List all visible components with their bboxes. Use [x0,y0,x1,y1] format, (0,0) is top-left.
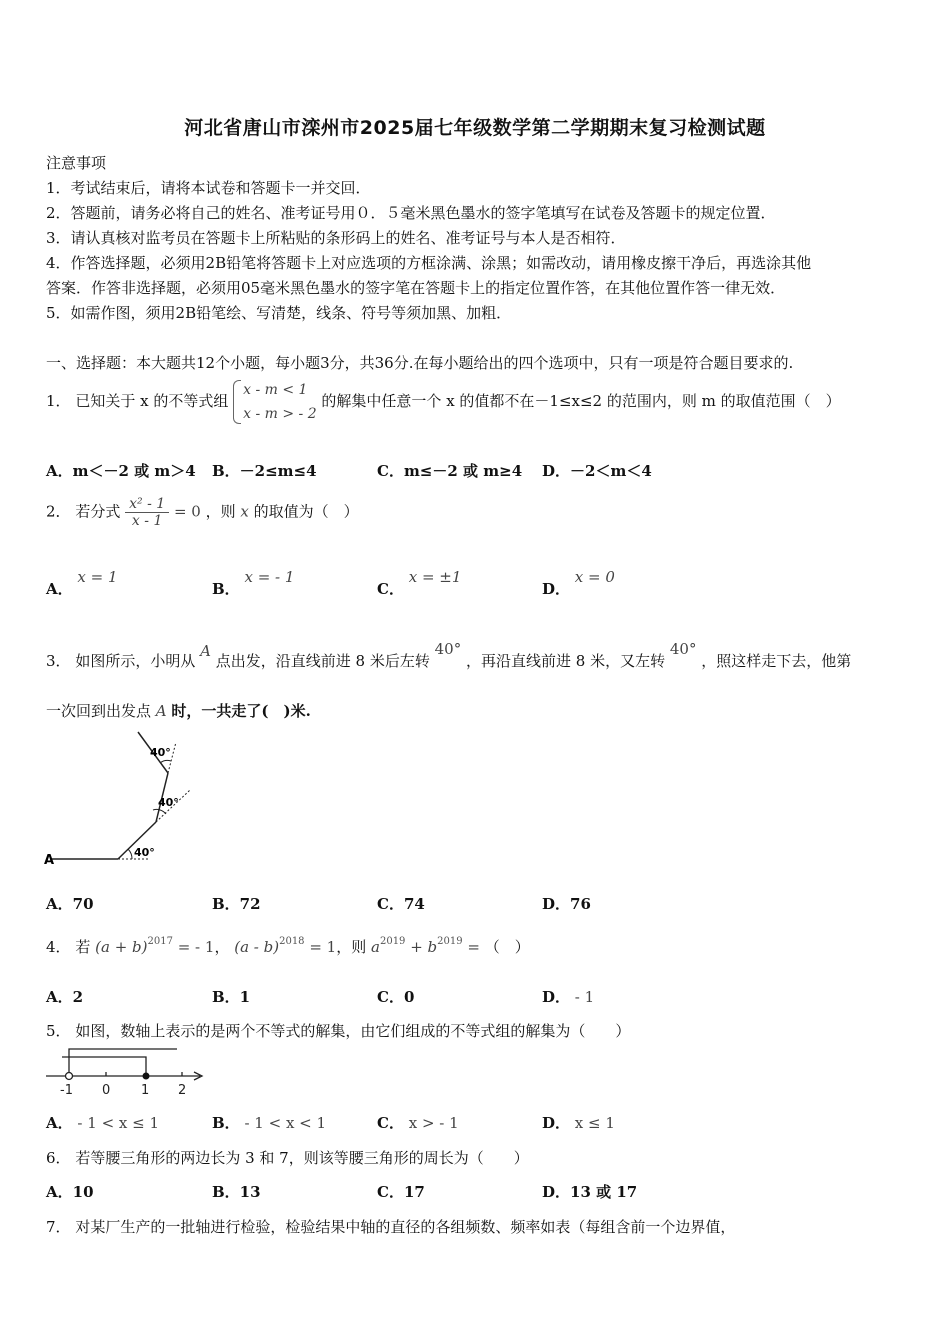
option-value: x ≤ 1 [574,1114,615,1132]
option-a[interactable] [46,568,118,599]
axis-label: 1 [141,1083,150,1098]
question-number: 7． [46,1218,71,1236]
inequality-row: x - m < 1 [243,382,308,398]
question-number: 4． [46,938,71,956]
option-letter: B． [212,580,240,598]
option-c[interactable]: C．0 [377,988,415,1006]
separator: ， [214,938,230,956]
option-d[interactable]: D．76 [542,895,591,913]
point-label: A [200,642,211,660]
question-text: 的解集中任意一个 x 的值都不在－1≤x≤2 的范围内，则 m 的取值范围（ ） [321,392,841,410]
solution-bracket-lower [62,1057,146,1076]
expression-rhs: = 1 [309,938,337,956]
exponent: 2019 [437,936,463,947]
question-text: 如图，数轴上表示的是两个不等式的解集，由它们组成的不等式组的解集为（ ） [75,1022,631,1040]
angle-label: 40° [434,640,462,658]
question-text: 一次回到出发点 [46,702,152,720]
option-value: x = ±1 [408,568,462,586]
option-a[interactable]: A．10 [46,1183,94,1201]
note-item: 5．如需作图，须用2B铅笔绘、写清楚，线条、符号等须加黑、加粗． [46,304,512,322]
fraction [125,496,169,529]
option-a[interactable]: A．m＜－2 或 m＞4 [46,462,196,480]
note-item: 答案．作答非选择题，必须用05毫米黑色墨水的签字笔在答题卡上的指定位置作答，在其他位置作答一律无效． [46,279,786,297]
option-b[interactable]: B．72 [212,895,261,913]
question-text: ，则 [205,502,236,521]
option-letter: C． [377,1114,404,1132]
option-letter: D． [542,580,571,598]
option-value: - 1 < x < 1 [244,1114,327,1132]
option-letter: C． [377,580,404,598]
question-number: 3． [46,652,71,670]
option-a[interactable]: A．70 [46,895,94,913]
note-item: 1．考试结束后，请将本试卷和答题卡一并交回． [46,179,371,197]
inequality-system [233,378,317,426]
option-value: x = 1 [77,568,118,586]
brace-icon [233,380,241,424]
option-value: x > - 1 [408,1114,459,1132]
angle-arc [128,849,132,859]
option-letter: A． [46,580,73,598]
option-d[interactable]: D．13 或 17 [542,1183,638,1201]
exponent: 2019 [379,936,406,947]
note-item: 3．请认真核对监考员在答题卡上所粘贴的条形码上的姓名、准考证号与本人是否相符． [46,229,626,247]
angle-label: 40° [669,640,697,658]
option-letter: D． [542,988,571,1006]
inequality-row: x - m > - 2 [243,406,317,422]
expression-rhs: = - 1 [177,938,215,956]
question-3 [46,640,852,671]
axis-label: -1 [60,1083,73,1098]
equation-rhs: = 0 [173,502,201,521]
option-b[interactable]: B．－2≤m≤4 [212,462,317,480]
option-letter: A． [46,1114,73,1132]
question-1 [46,378,841,426]
option-b[interactable] [212,1112,326,1133]
fraction-numerator: x² - 1 [125,496,169,513]
open-circle-point [66,1073,73,1080]
question-2 [46,496,359,529]
point-label: A [155,702,167,720]
question-text: 若 [75,938,91,956]
fig-label-a: A [44,853,55,868]
question-text: ，则 [336,938,367,956]
question-text: 已知关于 x 的不等式组 [75,392,229,410]
question-text: （ ） [484,938,530,956]
question-4 [46,936,530,957]
question-text: ，照这样走下去，他第 [701,652,852,670]
question-text: 点出发，沿直线前进 8 米后左转 [215,652,430,670]
notes-heading: 注意事项 [46,154,107,172]
option-value: x = 0 [574,568,615,586]
solution-bracket-upper [69,1049,177,1076]
option-value: x = - 1 [244,568,295,586]
option-a[interactable]: A．2 [46,988,84,1006]
option-c[interactable] [377,568,462,599]
option-d[interactable]: D．－2＜m＜4 [542,462,652,480]
question-text: 若分式 [75,502,121,521]
fig-angle-label: 40° [158,796,179,809]
question-7 [46,1216,735,1237]
option-d[interactable] [542,568,615,599]
option-a[interactable] [46,1112,159,1133]
question-text: 的取值为（ ） [253,502,359,521]
option-b[interactable]: B．1 [212,988,251,1006]
question-number: 5． [46,1022,71,1040]
option-value: - 1 [574,988,595,1006]
question-number: 6． [46,1149,71,1167]
section-heading: 一、选择题：本大题共12个小题，每小题3分，共36分.在每小题给出的四个选项中，只有一项是符合题目要求的. [46,354,794,372]
option-c[interactable]: C．74 [377,895,425,913]
option-b[interactable] [212,568,295,599]
closed-circle-point [143,1073,150,1080]
option-value: - 1 < x ≤ 1 [77,1114,160,1132]
question-text: 对某厂生产的一批轴进行检验，检验结果中轴的直径的各组频数、频率如表（每组含前一个边界值， [75,1218,736,1236]
question-3-line2 [46,700,311,721]
question-text: 如图所示，小明从 [75,652,196,670]
expression: (a + b) [95,938,148,956]
axis-label: 0 [102,1083,111,1098]
expression: a [371,938,380,956]
question-text: ，再沿直线前进 8 米，又左转 [466,652,666,670]
angle-arc [160,760,171,763]
option-d[interactable] [542,986,594,1007]
option-d[interactable] [542,1112,615,1133]
page-title: 河北省唐山市滦州市2025届七年级数学第二学期期末复习检测试题 [184,117,766,139]
exponent: 2017 [147,936,173,947]
exponent: 2018 [279,936,305,947]
question-text: 时，一共走了( )米. [171,702,311,720]
option-letter: D． [542,1114,571,1132]
note-item: 4．作答选择题，必须用2B铅笔将答题卡上对应选项的方框涂满、涂黑；如需改动，请用橡皮擦干净后，再选涂其他 [46,254,812,272]
question-number: 1． [46,392,71,410]
expression: (a - b) [234,938,280,956]
question-5 [46,1020,630,1041]
option-c[interactable] [377,1112,459,1133]
option-c[interactable]: C．17 [377,1183,425,1201]
fig-angle-label: 40° [134,846,155,859]
number-line-figure [42,1045,212,1100]
walking-path-figure [40,728,210,868]
question-text: 若等腰三角形的两边长为 3 和 7，则该等腰三角形的周长为（ ） [75,1149,529,1167]
expression-rhs: = [467,938,480,956]
option-b[interactable]: B．13 [212,1183,261,1201]
axis-label: 2 [178,1083,187,1098]
note-item: 2．答题前，请务必将自己的姓名、准考证号用０．５毫米黑色墨水的签字笔填写在试卷及答题卡的规定位置． [46,204,776,222]
option-letter: B． [212,1114,240,1132]
variable: x [240,502,249,521]
question-6 [46,1147,529,1168]
option-c[interactable]: C．m≤－2 或 m≥4 [377,462,523,480]
fraction-denominator: x - 1 [131,513,163,529]
question-number: 2． [46,502,71,521]
expression: + b [410,938,438,956]
fig-angle-label: 40° [150,746,171,759]
